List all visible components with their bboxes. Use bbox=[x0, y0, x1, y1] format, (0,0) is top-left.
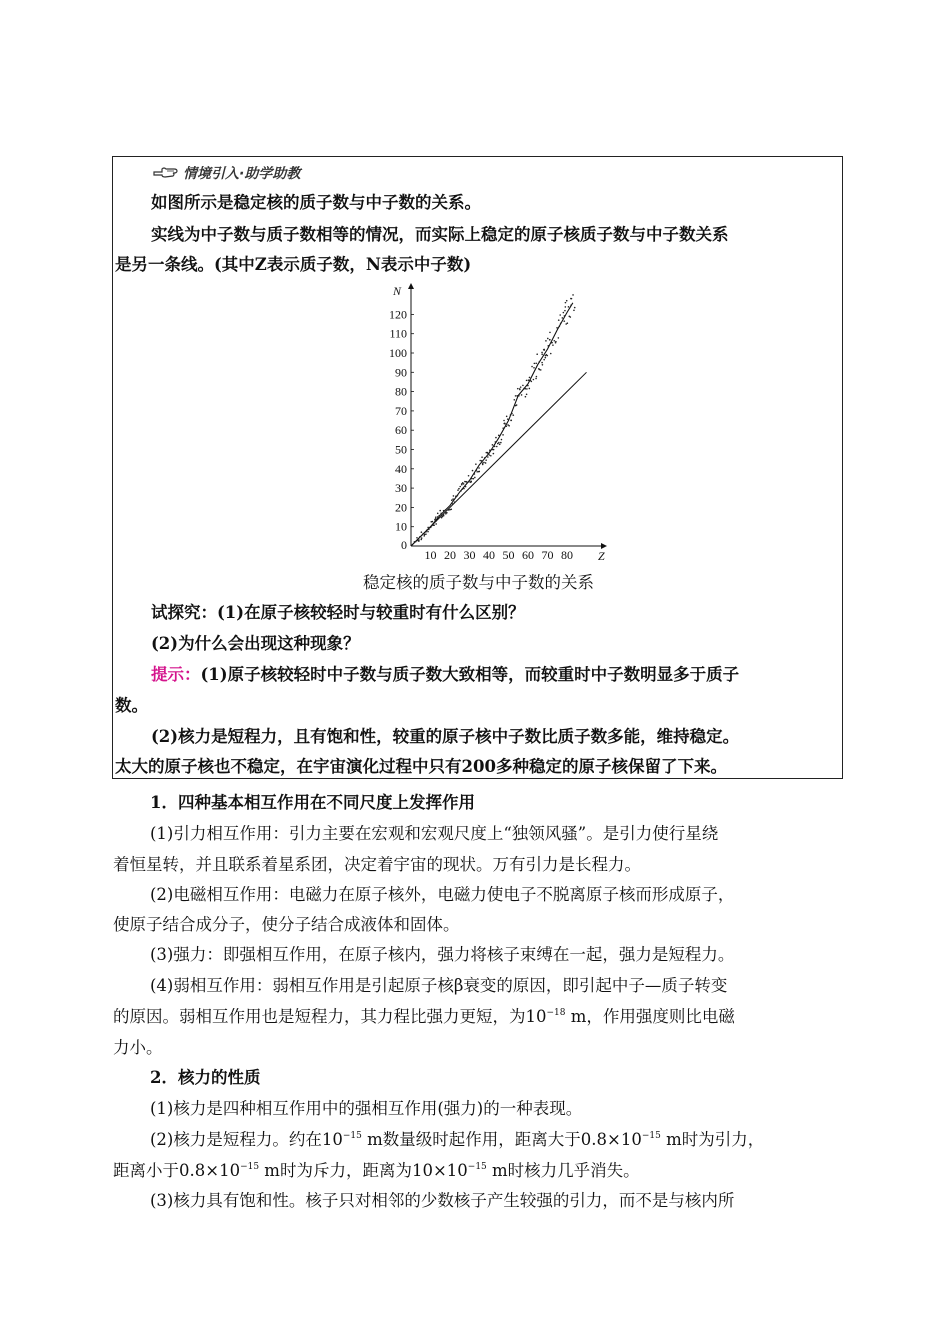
nuclide-point bbox=[458, 488, 460, 490]
nuclide-point bbox=[419, 536, 421, 538]
nuclide-point bbox=[536, 353, 538, 355]
y-tick-label: 10 bbox=[395, 519, 407, 534]
nuclide-point bbox=[420, 539, 422, 541]
hint-label: 提示： bbox=[151, 665, 201, 684]
y-tick-label: 30 bbox=[395, 481, 407, 496]
nuclide-point bbox=[559, 314, 561, 316]
nuclide-point bbox=[547, 345, 549, 347]
nuclide-point bbox=[478, 467, 480, 469]
nuclide-point bbox=[472, 470, 474, 472]
nuclide-point bbox=[430, 527, 432, 529]
x-tick-label: 50 bbox=[502, 548, 515, 562]
intro-line-1: 如图所示是稳定核的质子数与中子数的关系。 bbox=[151, 193, 481, 212]
nuclide-point bbox=[545, 340, 547, 342]
nuclide-point bbox=[418, 539, 420, 541]
nuclide-point bbox=[518, 395, 520, 397]
s2-p2b-3: m时核力几乎消失。 bbox=[486, 1161, 640, 1180]
nuclide-point bbox=[485, 462, 487, 464]
s1-p1-line-2: 着恒星转，并且联系着星系团，决定着宇宙的现状。万有引力是长程力。 bbox=[113, 855, 641, 874]
nuclide-point bbox=[515, 395, 517, 397]
nuclide-point bbox=[467, 482, 469, 484]
nuclide-point bbox=[445, 509, 447, 511]
nuclide-point bbox=[457, 489, 459, 491]
nuclide-point bbox=[526, 393, 528, 395]
question-2: (2)为什么会出现这种现象？ bbox=[151, 634, 360, 653]
s1-p3-line-1: (3)强力：即强相互作用，在原子核内，强力将核子束缚在一起，强力是短程力。 bbox=[150, 945, 735, 964]
intro-line-3: 是另一条线。(其中Z表示质子数，N表示中子数) bbox=[115, 255, 472, 274]
stability-chart bbox=[389, 283, 624, 568]
nuclide-point bbox=[565, 302, 567, 304]
nuclide-point bbox=[493, 453, 495, 455]
nuclide-point bbox=[414, 541, 416, 543]
nuclide-point bbox=[549, 339, 551, 341]
nuclide-point bbox=[562, 317, 564, 319]
nuclide-point bbox=[558, 319, 560, 321]
nuclide-point bbox=[416, 537, 418, 539]
nuclide-point bbox=[493, 449, 495, 451]
nuclide-point bbox=[533, 379, 535, 381]
nuclide-point bbox=[450, 508, 452, 510]
nuclide-point bbox=[547, 355, 549, 357]
nuclide-point bbox=[415, 541, 417, 543]
nuclide-point bbox=[514, 399, 516, 401]
s2-p2a-3: m时为引力， bbox=[660, 1130, 765, 1149]
s2-p2b-1: 距离小于0.8×10 bbox=[113, 1161, 241, 1180]
x-tick-label: 30 bbox=[463, 548, 476, 562]
nuclide-point bbox=[563, 312, 565, 314]
nuclide-point bbox=[571, 298, 573, 300]
s2-p2-line-2 bbox=[113, 1161, 640, 1181]
y-tick-label: 100 bbox=[389, 346, 407, 360]
nuclide-point bbox=[545, 357, 547, 359]
nuclide-point bbox=[560, 322, 562, 324]
s1-p4-line-2 bbox=[113, 1007, 735, 1027]
nuclide-point bbox=[489, 454, 491, 456]
intro-line-2: 实线为中子数与质子数相等的情况，而实际上稳定的原子核质子数与中子数关系 bbox=[151, 225, 729, 244]
nuclide-point bbox=[528, 380, 530, 382]
nuclide-point bbox=[510, 420, 512, 422]
nuclide-point bbox=[542, 364, 544, 366]
nuclide-point bbox=[516, 404, 518, 406]
nuclide-point bbox=[572, 294, 574, 296]
nuclide-point bbox=[495, 441, 497, 443]
question-1: 试探究：(1)在原子核较轻时与较重时有什么区别？ bbox=[151, 603, 525, 622]
nuclide-point bbox=[531, 366, 533, 368]
nuclide-point bbox=[535, 363, 537, 365]
nuclide-point bbox=[520, 386, 522, 388]
nuclide-point bbox=[541, 362, 543, 364]
nuclide-point bbox=[476, 469, 478, 471]
s2-p2a-sup-2: −15 bbox=[641, 1131, 661, 1141]
nuclide-point bbox=[452, 498, 454, 500]
nuclide-point bbox=[521, 394, 523, 396]
nuclide-point bbox=[529, 377, 531, 379]
nuclide-point bbox=[468, 481, 470, 483]
y-tick-label: 60 bbox=[395, 423, 407, 438]
chart-caption: 稳定核的质子数与中子数的关系 bbox=[363, 573, 594, 592]
s1-p4-pre: 的原因。弱相互作用也是短程力，其力程比强力更短，为10 bbox=[113, 1007, 547, 1026]
hint-text-1: (1)原子核较轻时中子数与质子数大致相等，而较重时中子数明显多于质子 bbox=[200, 665, 740, 684]
nuclide-point bbox=[501, 439, 503, 441]
nuclide-point bbox=[435, 516, 437, 518]
nuclide-point bbox=[476, 471, 478, 473]
nuclide-point bbox=[433, 524, 435, 526]
nuclide-point bbox=[494, 446, 496, 448]
s1-p1-line-1: (1)引力相互作用：引力主要在宏观和宏观尺度上“独领风骚”。是引力使行星绕 bbox=[150, 824, 719, 843]
nuclide-point bbox=[544, 349, 546, 351]
hint-line-4: 太大的原子核也不稳定，在宇宙演化过程中只有200多种稳定的原子核保留了下来。 bbox=[115, 757, 727, 776]
nuclide-point bbox=[492, 444, 494, 446]
nuclide-point bbox=[465, 486, 467, 488]
nuclide-point bbox=[443, 515, 445, 517]
nuclide-point bbox=[568, 306, 570, 308]
nuclide-point bbox=[473, 478, 475, 480]
nuclide-point bbox=[565, 306, 567, 308]
nuclide-point bbox=[453, 495, 455, 497]
nuclide-point bbox=[541, 352, 543, 354]
nuclide-point bbox=[555, 341, 557, 343]
nuclide-point bbox=[484, 457, 486, 459]
nuclide-point bbox=[549, 332, 551, 334]
y-tick-label: 80 bbox=[395, 384, 407, 399]
nuclide-point bbox=[564, 315, 566, 317]
x-tick-label: 80 bbox=[561, 548, 573, 562]
nuclide-point bbox=[487, 453, 489, 455]
y-tick-label: 50 bbox=[395, 442, 407, 457]
nuclide-point bbox=[431, 525, 433, 527]
s2-p2a-2: m数量级时起作用，距离大于0.8×10 bbox=[361, 1130, 642, 1149]
section-tag-label: 情境引入·助学助教 bbox=[183, 166, 301, 182]
nuclide-point bbox=[500, 442, 502, 444]
nuclide-point bbox=[522, 385, 524, 387]
y-tick-label: 90 bbox=[395, 365, 407, 380]
s2-p2b-2: m时为斥力，距离为10×10 bbox=[259, 1161, 468, 1180]
nuclide-point bbox=[570, 316, 572, 318]
nuclide-point bbox=[478, 471, 480, 473]
nuclide-point bbox=[481, 456, 483, 458]
nuclide-point bbox=[490, 455, 492, 457]
nuclide-point bbox=[506, 416, 508, 418]
hint-line-1 bbox=[151, 665, 739, 685]
nuclide-point bbox=[541, 353, 543, 355]
hint-line-3: (2)核力是短程力，且有饱和性，较重的原子核中子数比质子数多能，维持稳定。 bbox=[151, 727, 740, 746]
x-tick-label: 70 bbox=[541, 548, 554, 562]
nuclide-point bbox=[535, 378, 537, 380]
nuclide-point bbox=[552, 344, 554, 346]
nuclide-point bbox=[481, 460, 483, 462]
s1-p4-post: m，作用强度则比电磁 bbox=[565, 1007, 735, 1026]
nuclide-point bbox=[460, 490, 462, 492]
x-tick-label: 60 bbox=[522, 548, 534, 562]
nuclide-point bbox=[435, 520, 437, 522]
section-tag bbox=[153, 163, 300, 183]
nuclide-point bbox=[457, 495, 459, 497]
nuclide-point bbox=[540, 369, 542, 371]
nuclide-point bbox=[574, 307, 576, 309]
nuclide-point bbox=[567, 322, 569, 324]
s2-p2-line-1 bbox=[150, 1130, 764, 1150]
nuclide-point bbox=[470, 481, 472, 483]
nuclide-point bbox=[421, 537, 423, 539]
nuclide-point bbox=[563, 320, 565, 322]
nuclide-point bbox=[499, 444, 501, 446]
stability-line bbox=[411, 303, 573, 546]
nuclide-point bbox=[435, 523, 437, 525]
nuclide-point bbox=[479, 460, 481, 462]
s2-p2a-sup-1: −15 bbox=[342, 1131, 362, 1141]
nuclide-point bbox=[573, 309, 575, 311]
nuclide-point bbox=[538, 361, 540, 363]
nuclide-point bbox=[440, 513, 442, 515]
nuclide-point bbox=[425, 531, 427, 533]
nuclide-point bbox=[439, 510, 441, 512]
s2-p1: (1)核力是四种相互作用中的强相互作用(强力)的一种表现。 bbox=[150, 1099, 583, 1118]
nuclide-point bbox=[506, 425, 508, 427]
nuclide-point bbox=[566, 300, 568, 302]
nuclide-point bbox=[428, 529, 430, 531]
nuclide-point bbox=[451, 499, 453, 501]
nuclide-point bbox=[519, 388, 521, 390]
nuclide-point bbox=[452, 503, 454, 505]
y-tick-label: 40 bbox=[395, 461, 407, 476]
nuclide-point bbox=[556, 327, 558, 329]
nuclide-point bbox=[526, 388, 528, 390]
nuclide-point bbox=[498, 435, 500, 437]
s1-p4-line-3: 力小。 bbox=[113, 1038, 163, 1057]
nuclide-point bbox=[435, 518, 437, 520]
nuclide-point bbox=[421, 531, 423, 533]
nuclide-point bbox=[511, 413, 513, 415]
section-1-heading: 1．四种基本相互作用在不同尺度上发挥作用 bbox=[150, 793, 475, 812]
s2-p2b-sup-1: −15 bbox=[240, 1162, 260, 1172]
nuclide-point bbox=[558, 337, 560, 339]
nuclide-point bbox=[423, 535, 425, 537]
nuclide-point bbox=[448, 509, 450, 511]
pointing-hand-icon bbox=[153, 166, 179, 180]
x-tick-label: 40 bbox=[483, 548, 495, 562]
nuclide-point bbox=[503, 420, 505, 422]
nuclide-point bbox=[517, 388, 519, 390]
s1-p2-line-2: 使原子结合成分子，使分子结合成液体和固体。 bbox=[113, 915, 460, 934]
nuclide-point bbox=[533, 367, 535, 369]
nuclide-point bbox=[512, 414, 514, 416]
nuclide-point bbox=[483, 462, 485, 464]
x-tick-label: 20 bbox=[444, 548, 456, 562]
nuclide-point bbox=[550, 353, 552, 355]
nuclide-point bbox=[471, 478, 473, 480]
nuclide-point bbox=[508, 425, 510, 427]
nuclide-point bbox=[489, 449, 491, 451]
nuclide-point bbox=[454, 501, 456, 503]
s2-p2b-sup-2: −15 bbox=[467, 1162, 487, 1172]
nuclide-point bbox=[496, 446, 498, 448]
nuclide-point bbox=[536, 376, 538, 378]
y-tick-label: 120 bbox=[389, 307, 407, 322]
nuclide-point bbox=[461, 488, 463, 490]
nuclide-point bbox=[428, 527, 430, 529]
nuclide-point bbox=[502, 427, 504, 429]
s1-p2-line-1: (2)电磁相互作用：电磁力在原子核外，电磁力使电子不脱离原子核而形成原子， bbox=[150, 885, 735, 904]
nuclide-point bbox=[525, 388, 527, 390]
nuclide-point bbox=[510, 414, 512, 416]
nuclide-point bbox=[529, 388, 531, 390]
hint-line-2: 数。 bbox=[115, 696, 148, 715]
nuclide-point bbox=[455, 495, 457, 497]
section-2-heading: 2．核力的性质 bbox=[150, 1068, 261, 1087]
y-tick-label: 110 bbox=[389, 326, 407, 341]
nuclide-point bbox=[463, 488, 465, 490]
nuclide-point bbox=[482, 464, 484, 466]
nuclide-point bbox=[459, 486, 461, 488]
y-axis-label: N bbox=[393, 284, 402, 298]
nuclide-point bbox=[504, 423, 506, 425]
nuclide-point bbox=[534, 363, 536, 365]
nuclide-point bbox=[498, 442, 500, 444]
nuclide-point bbox=[502, 434, 504, 436]
nuclide-point bbox=[495, 437, 497, 439]
nuclide-point bbox=[463, 483, 465, 485]
s2-p3-line-1: (3)核力具有饱和性。核子只对相邻的少数核子产生较强的引力，而不是与核内所 bbox=[150, 1191, 735, 1210]
nuclide-point bbox=[551, 342, 553, 344]
nuclide-point bbox=[487, 456, 489, 458]
context-box bbox=[112, 156, 843, 779]
nuclide-point bbox=[554, 340, 556, 342]
nuclide-point bbox=[531, 381, 533, 383]
nuclide-point bbox=[547, 338, 549, 340]
nuclide-point bbox=[526, 380, 528, 382]
x-axis-label: Z bbox=[598, 549, 605, 563]
nuclide-point bbox=[425, 533, 427, 535]
nuclide-point bbox=[527, 385, 529, 387]
nuclide-point bbox=[422, 533, 424, 535]
nuclide-point bbox=[543, 359, 545, 361]
nuclide-point bbox=[485, 459, 487, 461]
nuclide-point bbox=[516, 395, 518, 397]
s1-p4-line-1: (4)弱相互作用：弱相互作用是引起原子核β衰变的原因，即引起中子—质子转变 bbox=[150, 976, 728, 995]
nuclide-point bbox=[507, 418, 509, 420]
s2-p2a-1: (2)核力是短程力。约在10 bbox=[150, 1130, 343, 1149]
origin-label: 0 bbox=[401, 538, 407, 552]
nuclide-point bbox=[432, 521, 434, 523]
nuclide-point bbox=[475, 463, 477, 465]
reference-line-n-equals-z bbox=[411, 372, 587, 546]
nuclide-point bbox=[468, 475, 470, 477]
nuclide-point bbox=[426, 529, 428, 531]
nuclide-point bbox=[474, 473, 476, 475]
nuclide-point bbox=[570, 304, 572, 306]
nuclide-point bbox=[446, 512, 448, 514]
y-tick-label: 20 bbox=[395, 500, 407, 515]
s1-p4-sup: −18 bbox=[546, 1008, 566, 1018]
nuclide-point bbox=[437, 516, 439, 518]
nuclide-point bbox=[443, 510, 445, 512]
nuclide-point bbox=[564, 310, 566, 312]
nuclide-point bbox=[474, 477, 476, 479]
nuclide-point bbox=[437, 513, 439, 515]
nuclide-point bbox=[427, 531, 429, 533]
x-tick-label: 10 bbox=[424, 548, 437, 562]
nuclide-point bbox=[559, 326, 561, 328]
nuclide-point bbox=[438, 515, 440, 517]
y-tick-label: 70 bbox=[395, 403, 407, 418]
nuclide-point bbox=[525, 396, 527, 398]
